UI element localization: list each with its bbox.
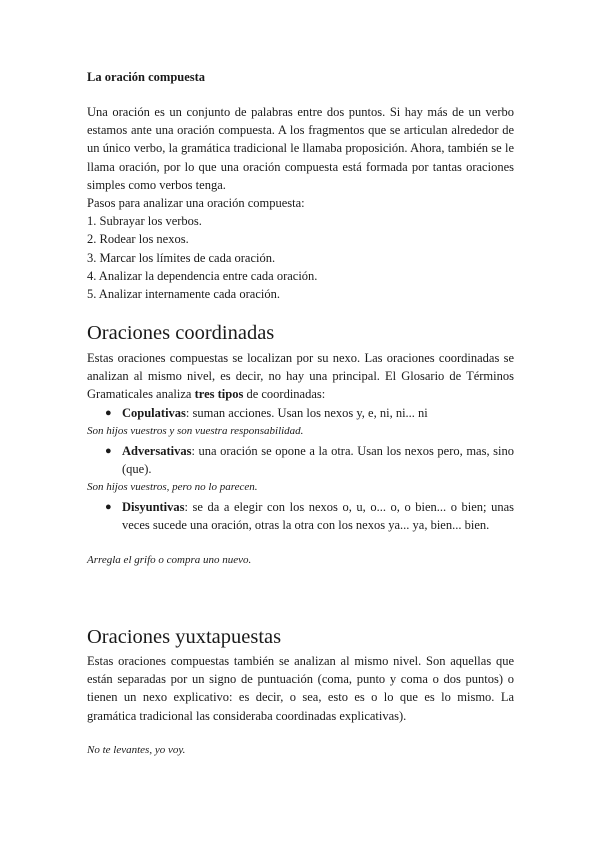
coordinadas-intro-text: Estas oraciones compuestas se localizan por su nexo. Las oraciones coordinadas se analizan al mismo nivel, es decir, no hay una principal. El Glosario de Términos Gramaticales analiza <box>87 351 514 402</box>
bullet-desc: : suman acciones. Usan los nexos y, e, ni, ni... ni <box>185 406 428 420</box>
bullet-text <box>122 404 514 422</box>
steps-title: Pasos para analizar una oración compuesta: <box>87 196 305 210</box>
document-title: La oración compuesta <box>87 70 206 84</box>
bullet-text <box>122 498 514 534</box>
steps-list <box>87 194 317 303</box>
bullet-disyuntivas <box>87 498 514 534</box>
step-item: 2. Rodear los nexos. <box>87 232 189 247</box>
bullet-term: Adversativas <box>122 444 192 458</box>
example-disyuntivas: Arregla el grifo o compra uno nuevo. <box>87 554 252 566</box>
example-adversativas: Son hijos vuestros, pero no lo parecen. <box>87 481 258 493</box>
coordinadas-intro-bold: tres tipos <box>194 387 244 402</box>
step-item: 3. Marcar los límites de cada oración. <box>87 250 276 265</box>
bullet-icon: ● <box>105 501 112 513</box>
step-item: 4. Analizar la dependencia entre cada oración. <box>87 268 318 283</box>
bullet-copulativas <box>87 404 514 422</box>
bullet-adversativas <box>87 442 514 478</box>
yuxtapuestas-paragraph: Estas oraciones compuestas también se analizan al mismo nivel. Son aquellas que están separadas por un signo de puntuación (coma, punto y coma o dos puntos) o tienen un nexo explicativo: es decir, o sea, esto es o lo que es lo mismo. La gramática tradicional las consideraba coordinadas explicativas). <box>87 654 514 723</box>
bullet-term: Copulativas <box>122 406 186 420</box>
intro-paragraph: Una oración es un conjunto de palabras entre dos puntos. Si hay más de un verbo estamos ante una oración compuesta. A los fragmentos que se articulan alrededor de un único verbo, la gramática tradicional le llamaba proposición. Ahora, también se le llama oración, por lo que una oración compuesta está formada por tantas oraciones simples como verbos tenga. <box>87 105 514 192</box>
bullet-icon: ● <box>105 445 112 457</box>
bullet-icon: ● <box>105 407 112 419</box>
example-yuxtapuestas: No te levantes, yo voy. <box>87 744 186 756</box>
bullet-term: Disyuntivas <box>122 500 185 514</box>
coordinadas-intro <box>87 349 514 404</box>
bullet-desc: : se da a elegir con los nexos o, u, o... o, o bien... o bien; unas veces sucede una oración, otras la otra con los nexos ya... ya, bien... bien. <box>122 500 514 533</box>
example-copulativas: Son hijos vuestros y son vuestra responsabilidad. <box>87 425 304 437</box>
coordinadas-intro-end: de coordinadas: <box>243 387 326 402</box>
step-item: 5. Analizar internamente cada oración. <box>87 287 280 302</box>
bullet-text <box>122 442 514 478</box>
step-item: 1. Subrayar los verbos. <box>87 214 202 229</box>
bullet-desc: : una oración se opone a la otra. Usan los nexos pero, mas, sino (que). <box>122 444 514 477</box>
yuxtapuestas-heading: Oraciones yuxtapuestas <box>87 626 282 648</box>
coordinadas-heading: Oraciones coordinadas <box>87 322 275 344</box>
